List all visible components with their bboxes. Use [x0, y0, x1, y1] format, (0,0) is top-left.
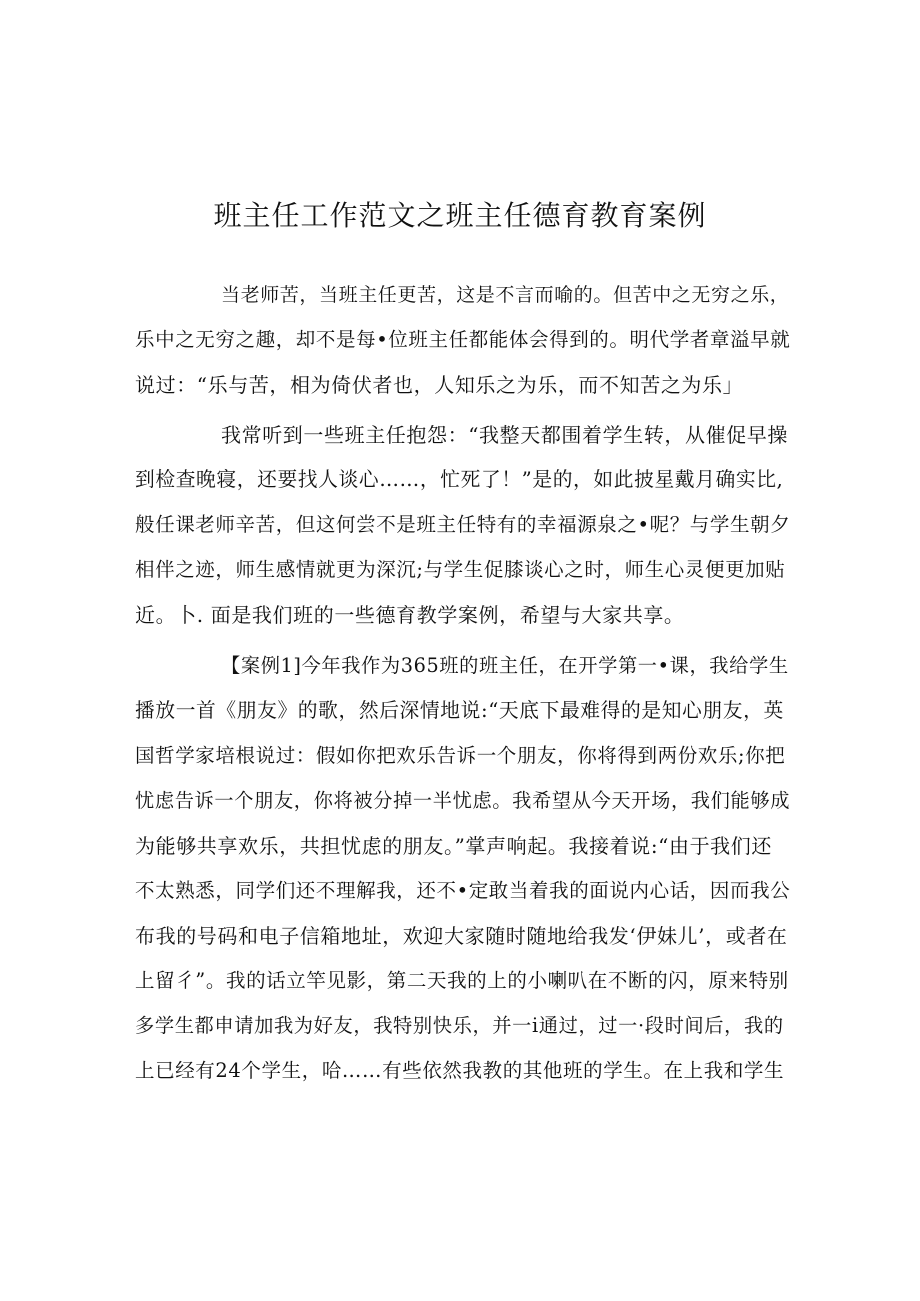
- paragraph-2-line-4: 相伴之迹，师生感情就更为深沉;与学生促膝谈心之时，师生心灵便更加贴: [135, 558, 786, 581]
- paragraph-1-line-1: 当老师苦，当班主任更苦，这是不言而喻的。但苦中之无穷之乐，: [221, 284, 790, 306]
- document-title: 班主任工作范文之班主任德育教育案例: [213, 199, 707, 232]
- paragraph-2-line-3: 般任课老师辛苦，但这何尝不是班主任特有的幸福源泉之•呢？与学生朝夕: [135, 513, 791, 536]
- paragraph-3-line-7: 布我的号码和电子信箱地址，欢迎大家随时随地给我发‘伊妹儿’，或者在: [135, 924, 788, 948]
- paragraph-1-line-3: 说过：“乐与苦，相为倚伏者也，人知乐之为乐，而不知苦之为乐」: [135, 373, 744, 397]
- paragraph-3-line-3: 国哲学家培根说过：假如你把欢乐告诉一个朋友，你将得到两份欢乐;你把: [135, 744, 786, 767]
- paragraph-3-line-6: 不太熟悉，同学们还不理解我，还不•定敢当着我的面说内心话，因而我公: [135, 879, 791, 902]
- paragraph-3-line-1: 【案例1]今年我作为365班的班主任，在开学第一•课，我给学生: [221, 654, 789, 677]
- paragraph-3-line-8: 上留彳”。我的话立竿见影，第二天我的上的小喇叭在不断的闪，原来特别: [135, 969, 789, 992]
- paragraph-3-line-2: 播放一首《朋友》的歌，然后深情地说:“天底下最难得的是知心朋友，英: [135, 699, 784, 722]
- paragraph-3-line-9: 多学生都申请加我为好友，我特别快乐，并一i通过，过一·段时间后，我的: [135, 1014, 784, 1037]
- paragraph-3-line-10: 上已经有24个学生，哈……有些依然我教的其他班的学生。在上我和学生: [135, 1059, 785, 1082]
- paragraph-1-line-2: 乐中之无穷之趣，却不是每•位班主任都能体会得到的。明代学者章溢早就: [135, 328, 791, 351]
- paragraph-3-line-5: 为能够共享欢乐，共担忧虑的朋友。”掌声响起。我接着说:“由于我们还: [135, 834, 772, 858]
- paragraph-3-line-4: 忧虑告诉一个朋友，你将被分掉一半忧虑。我希望从今天开场，我们能够成: [135, 789, 791, 812]
- paragraph-2-line-1: 我常听到一些班主任抱怨：“我整天都围着学生转，从催促早操: [221, 423, 789, 447]
- paragraph-2-line-5: 近。卜. 面是我们班的一些德育教学案例，希望与大家共享。: [135, 603, 685, 627]
- paragraph-2-line-2: 到检查晚寝，还要找人谈心……，忙死了！”是的，如此披星戴月确实比,: [135, 468, 784, 491]
